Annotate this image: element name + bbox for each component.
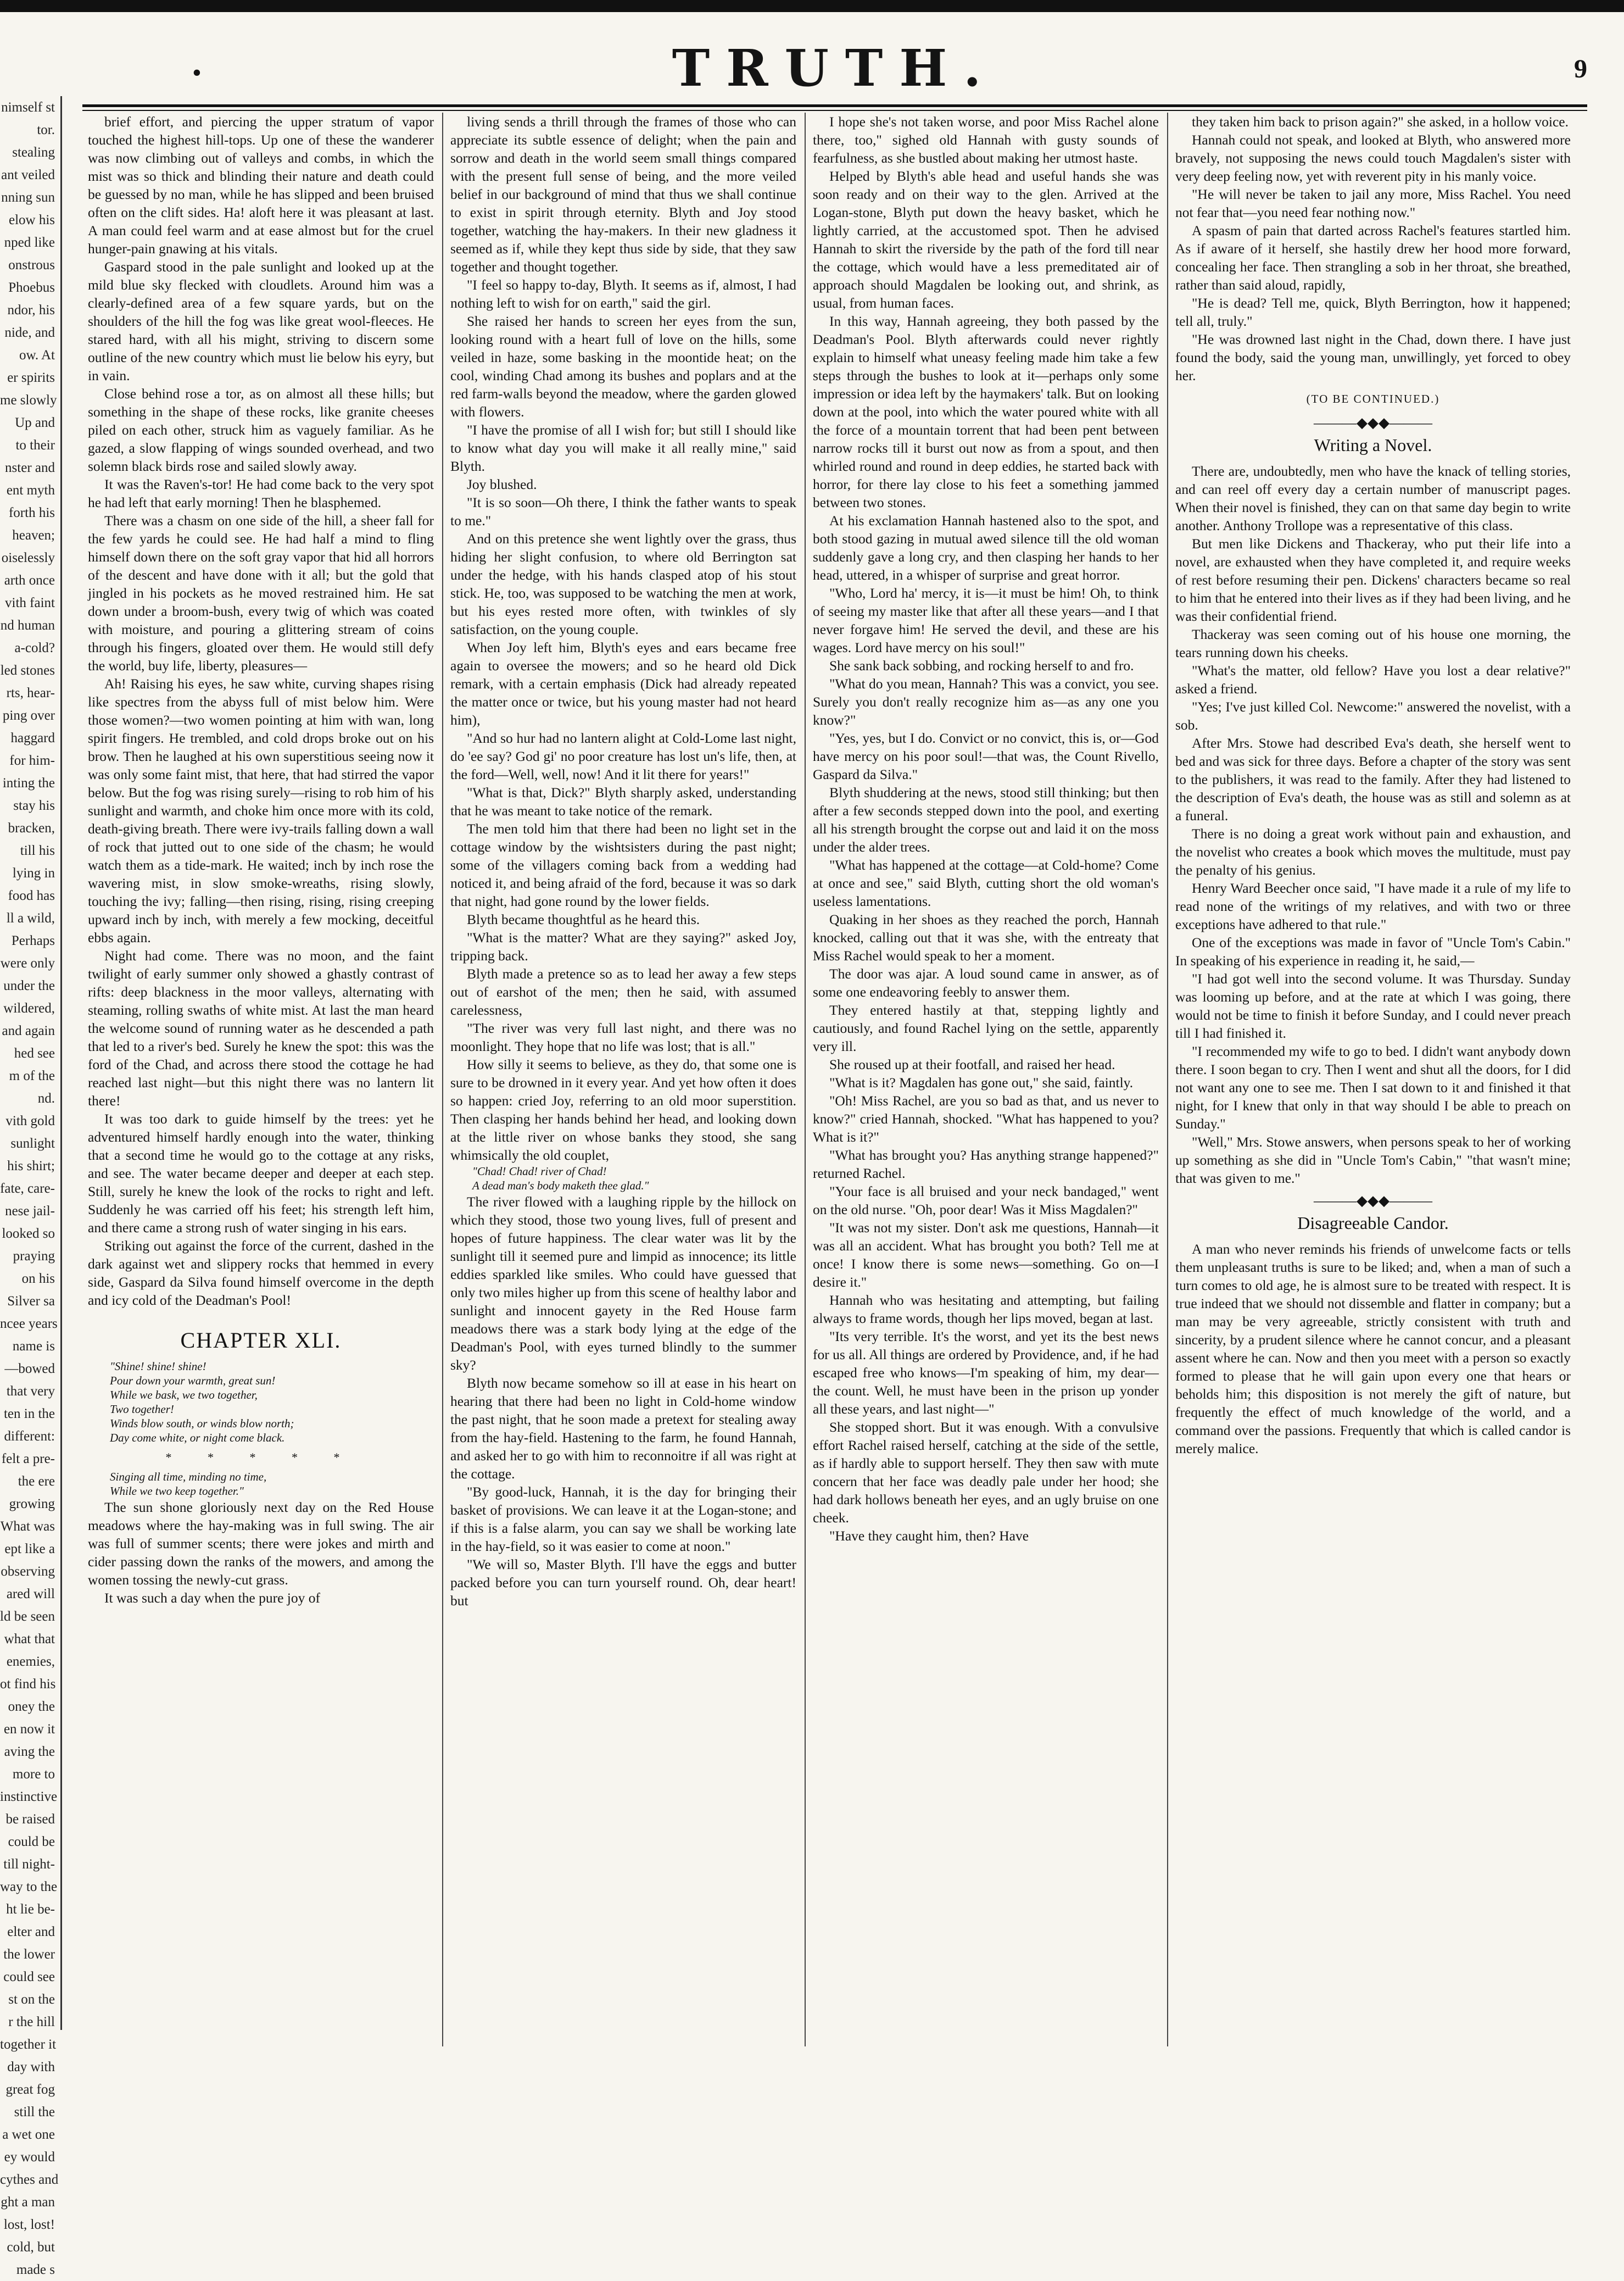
page-number: 9 <box>1574 54 1587 84</box>
stub-line: his shirt; <box>7 1159 55 1173</box>
stub-line: ndor, his <box>7 303 55 318</box>
stub-line: m of the <box>9 1069 55 1083</box>
stub-line: nese jail- <box>5 1204 55 1219</box>
stub-line: different: <box>4 1429 55 1444</box>
stub-line: oney the <box>8 1699 55 1714</box>
header-rule-thin <box>82 110 1587 111</box>
verse-line: While we bask, we two together, <box>110 1388 258 1401</box>
stub-line: ow. At <box>19 348 55 363</box>
stub-line: great fog <box>5 2082 55 2097</box>
stub-line: the lower <box>3 1947 55 1962</box>
paragraph: And on this pretence she went lightly over the grass, thus hiding her slight confusion, to where old Berrington sat under the hedge, with his hands clasped atop of his stout stick. He, too, was supposed to be watching the men at work, but his eyes rested more often, with twinkles of sly satisfaction, on the young couple. <box>450 531 796 637</box>
stub-line: er spirits <box>7 370 55 385</box>
paragraph: "I recommended my wife to go to bed. I didn't want anybody down there. I soon began to cry. Then I went and shut all the doors, for I did not want any one to see me. Then I sat down to it and finished it that night, for I knew that only in that way should I be able to preach on Sunday." <box>1175 1043 1571 1132</box>
paragraph: Quaking in her shoes as they reached the porch, Hannah knocked, calling out that it was she, with the entreaty that Miss Rachel would speak to her a moment. <box>813 911 1159 964</box>
paragraph: Close behind rose a tor, as on almost all these hills; but something in the shape of these rocks, like granite cheeses piled on each other, struck him as vaguely familiar. As he gazed, a slow flapping of wings sounded overhead, and two solemn black birds rose and sailed slowly away. <box>88 386 434 474</box>
stub-line: —bowed <box>4 1361 55 1376</box>
paragraph: "He was drowned last night in the Chad, down there. I have just found the body, said the young man, unwillingly, yet forced to obey her. <box>1175 331 1571 383</box>
paragraph: Hannah could not speak, and looked at Blyth, who answered more bravely, not supposing the news could touch Magdalen's sister with very deep feeling now, yet with reverent pity in his manly voice. <box>1175 132 1571 184</box>
stub-line: under the <box>3 978 55 993</box>
paragraph: There is no doing a great work without pain and exhaustion, and the novelist who creates a book which moves the multitude, must pay the penalty of his genius. <box>1175 826 1571 878</box>
paragraph: She roused up at their footfall, and raised her head. <box>829 1056 1115 1072</box>
stub-line: st on the <box>8 1992 55 2007</box>
verse-line: Pour down your warmth, great sun! <box>110 1374 276 1387</box>
stub-line: ept like a <box>4 1542 55 1556</box>
paragraph: Henry Ward Beecher once said, "I have made it a rule of my life to read none of the writings of my relatives, and with two or three exceptions have adhered to that rule." <box>1175 880 1571 932</box>
paragraph: they taken him back to prison again?" she asked, in a hollow voice. <box>1192 114 1569 130</box>
paragraph: "What is it? Magdalen has gone out," she said, faintly. <box>829 1075 1134 1091</box>
stub-line: lying in <box>12 866 55 881</box>
stub-line: Perhaps <box>11 933 55 948</box>
paragraph: Striking out against the force of the current, dashed in the dark against wet and slippery rocks that hemmed in every side, Gaspard da Silva found himself overcome in the depth and icy cold of the Deadman's Pool! <box>88 1238 434 1308</box>
column-divider <box>805 113 806 2046</box>
stub-line: nide, and <box>4 325 55 340</box>
paragraph: A spasm of pain that darted across Rachel's features startled him. As if aware of it herself, she hastily drew her hood more forward, concealing her face. Then strangling a sob in her throat, she breathed, rather than said aloud, rapidly, <box>1175 222 1571 293</box>
stub-line: ncee years <box>0 1316 58 1331</box>
paragraph: They entered hastily at that, stepping lightly and cautiously, and found Rachel lying on the settle, apparently very ill. <box>813 1002 1159 1054</box>
stub-line: ot find his <box>0 1677 56 1692</box>
stub-line: till his <box>20 843 55 858</box>
stub-line: on his <box>21 1271 55 1286</box>
stub-line: food has <box>8 888 55 903</box>
stub-line: cold, but <box>7 2240 55 2255</box>
paragraph: "I had got well into the second volume. It was Thursday. Sunday was looming up before, and at the rate at which I was going, there would not be time to finish it before Sunday, and I could never preach till I had finished it. <box>1175 971 1571 1041</box>
paragraph: "Your face is all bruised and your neck bandaged," went on the old nurse. "Oh, poor dear! Was it Miss Magdalen?" <box>813 1183 1159 1217</box>
stub-line: praying <box>13 1249 55 1264</box>
stub-line: Up and <box>15 415 55 430</box>
masthead <box>82 38 1587 104</box>
stub-line: lost, lost! <box>3 2217 55 2232</box>
paragraph: "What do you mean, Hannah? This was a convict, you see. Surely you don't really recognize him as—as any one you know?" <box>813 676 1159 728</box>
stub-line: en now it <box>3 1722 55 1737</box>
section-title-disagreeable-candor: Disagreeable Candor. <box>1297 1213 1449 1233</box>
chapter-paragraphs <box>88 1498 434 1607</box>
paragraph: It was the Raven's-tor! He had come back to the very spot he had left that early morning! Then he blasphemed. <box>88 476 434 510</box>
stub-line: ant veiled <box>1 168 55 182</box>
paragraph: How silly it seems to believe, as they do, that some one is sure to be drowned in it every year. And yet how often it does so happen: cried Joy, referring to an old moor superstition. Then clasping her hands behind her head, and looking down at the little river on whose banks they stood, she sang whimsically the old couplet, <box>450 1056 796 1163</box>
paragraph: Gaspard stood in the pale sunlight and looked up at the mild blue sky flecked with cloudlets. Around him was a clearly-defined area of a few square yards, but on the shoulders of the hill the fog was like great wool-fleeces. He stared hard, with all his might, striving to discern some outline of the new country which must lie below his eyry, but in vain. <box>88 259 434 383</box>
paragraph: One of the exceptions was made in favor of "Uncle Tom's Cabin." In speaking of his experience in reading it, he said,— <box>1175 934 1571 969</box>
stub-line: that very <box>6 1384 55 1399</box>
paragraph: Blyth made a pretence so as to lead her away a few steps out of earshot of the men; then he said, with assumed carelessness, <box>450 966 796 1018</box>
masthead-dot: • <box>192 58 202 87</box>
paragraph: "By good-luck, Hannah, it is the day for bringing their basket of provisions. We can leave it at the Logan-stone; and if this is a false alarm, you can say we shall be working late in the hay-field, so it was easier to come at noon." <box>450 1484 796 1554</box>
verse-line: "Shine! shine! shine! <box>110 1360 207 1373</box>
stub-line: Silver sa <box>7 1294 55 1309</box>
paragraph: At his exclamation Hannah hastened also to the spot, and both stood gazing in mutual awed silence till the old woman suddenly gave a long cry, and then clasping her hands to her head, uttered, in a whisper of surprise and great horror. <box>813 513 1159 583</box>
stub-line: elow his <box>8 213 55 227</box>
column-4 <box>1175 113 1571 2046</box>
stub-line: tor. <box>37 123 55 137</box>
paragraph: "What is the matter? What are they saying?" asked Joy, tripping back. <box>450 930 796 964</box>
verse-line: Day come white, or night come black. <box>110 1431 285 1444</box>
paragraph: Helped by Blyth's able head and useful hands she was soon ready and on their way to the glen. Arrived at the Logan-stone, Blyth put down the heavy basket, which he lightly carried, at the accustomed spot. Then he advised Hannah to skirt the riverside by the path of the ford till near the cottage, which would have a less premeditated air of approach should Magdalen be looking out, and shrink, as usual, from human faces. <box>813 168 1159 311</box>
stub-line: inting the <box>2 776 55 791</box>
column-divider <box>442 113 443 2046</box>
stub-line: ey would <box>4 2150 55 2165</box>
stub-line: stay his <box>13 798 55 813</box>
stub-line: instinctive <box>0 1789 58 1804</box>
verse-line: Two together! <box>110 1403 174 1416</box>
paragraph: "Have they caught him, then? Have <box>829 1528 1029 1544</box>
paragraph: The door was ajar. A loud sound came in answer, as of some one endeavoring feebly to answer them. <box>813 966 1159 1000</box>
paragraph: "The river was very full last night, and there was no moonlight. They hope that no life was lost; that is all." <box>450 1020 796 1054</box>
stub-line: wildered, <box>3 1001 55 1016</box>
verse-line: Singing all time, minding no time, <box>110 1470 267 1483</box>
stub-line: way to the <box>0 1879 58 1894</box>
paragraph: She sank back sobbing, and rocking herself to and fro. <box>829 658 1134 674</box>
paragraph: "I feel so happy to-day, Blyth. It seems as if, almost, I had nothing left to wish for on earth," said the girl. <box>450 277 796 311</box>
article-paragraphs <box>1175 1240 1571 1457</box>
paragraph: When Joy left him, Blyth's eyes and ears became free again to oversee the mowers; and so he heard old Dick remark, with a certain emphasis (Dick had already repeated the matter once or twice, but his young master had not heard him), <box>450 639 796 728</box>
stub-line: together it <box>0 2037 57 2052</box>
stub-line: more to <box>12 1767 55 1782</box>
story-paragraphs <box>450 113 796 1164</box>
paragraph: "Yes; I've just killed Col. Newcome:" answered the novelist, with a sob. <box>1175 699 1571 733</box>
paragraph: "It was not my sister. Don't ask me questions, Hannah—it was all an accident. What has brought you both? Tell me at once! I know there is some news—something. Go on—I desire it." <box>813 1220 1159 1290</box>
paragraph: "Who, Lord ha' mercy, it is—it must be him! Oh, to think of seeing my master like that after all these years—and I that never forgave him! He served the devil, and these are his wages. Lord have mercy on his soul!" <box>813 585 1159 655</box>
story-paragraphs <box>450 1193 796 1610</box>
stub-line: ent myth <box>6 483 55 498</box>
stub-line: ared will <box>6 1587 55 1601</box>
stub-line: What was <box>0 1519 55 1534</box>
paragraph: She stopped short. But it was enough. With a convulsive effort Rachel raised herself, catching at the side of the settle, as if hardly able to support herself. They then saw with mute concern that her face was deadly pale under her hood; she had dark hollows beneath her eyes, and an ugly bruise on one cheek. <box>813 1419 1159 1526</box>
paragraph: "We will so, Master Blyth. I'll have the eggs and butter packed before you can turn yourself round. Oh, dear heart! but <box>450 1556 796 1609</box>
stub-line: ten in the <box>3 1406 55 1421</box>
stub-line: looked so <box>2 1226 55 1241</box>
epigraph-stars: * * * * * <box>165 1450 356 1464</box>
stub-line: observing <box>1 1564 55 1579</box>
column-1 <box>88 113 434 2046</box>
stub-line: oiselessly <box>1 550 55 565</box>
paragraph: "He will never be taken to jail any more, Miss Rachel. You need not fear that—you need fear nothing now." <box>1175 186 1571 220</box>
stub-line: fate, care- <box>0 1181 55 1196</box>
paragraph: But men like Dickens and Thackeray, who put their life into a novel, are exhausted when they have completed it, and require weeks of rest before resuming their pen. Dickens' characters became so real to him that he entered into their lives as if they had been living, and he was their confidential friend. <box>1175 536 1571 624</box>
paragraph: In this way, Hannah agreeing, they both passed by the Deadman's Pool. Blyth afterwards could never rightly explain to himself what uneasy feeling made him take a few steps through the bushes to look at it—perhaps only some impression or idea left by the haymakers' talk. But on looking down at the pool, into which the water poured white with all the force of a mountain torrent that had been pent between narrow rocks till it burst out now as from a spout, and then whirled round and round in deep eddies, he started back with horror, for there lay close to his feet a something jammed between two stones. <box>813 313 1159 510</box>
section-ornament: ———◆◆◆——— <box>1314 415 1432 431</box>
stub-line: nning sun <box>1 190 55 205</box>
story-paragraphs <box>1175 113 1571 385</box>
paragraph: Ah! Raising his eyes, he saw white, curving shapes rising like spectres from the abyss full of mist below him. Were those women?—two women pointing at him with wan, long spirit fingers. He trembled, and cold drops broke out on his brow. Then he laughed at his own superstitious seeing now it was only some faint mist, that here, that had stirred the vapor below. But the fog was rising surely—rising to rob him of his sunlight and warmth, and choke him once more with its cold, death-giving breath. There were ivy-trails falling down a wall of rock that jutted out to one side of the chasm; he would watch them as a tide-mark. He waited; inch by inch rose the wavering mist, in slow smoke-wreaths, rising slowly, touching the ivy; falling—then rising, rising, rising creeping upward inch by inch, with merely a few mocking, deceitful ebbs again. <box>88 676 434 945</box>
header-rule <box>82 104 1587 107</box>
paragraph: Night had come. There was no moon, and the faint twilight of early summer only showed a ghastly contrast of rifts: deep blackness in the moor valleys, alternating with steaming, rolling swaths of white mist. At last the man heard the welcome sound of running water as he descended a path that led to a river's bed. Surely he knew the spot: this was the ford of the Chad, and across there stood the cottage he had reached last night—but this night there was no lantern lit there! <box>88 948 434 1109</box>
verse-line: "Chad! Chad! river of Chad! <box>472 1165 607 1178</box>
stub-line: nped like <box>4 235 55 250</box>
stub-line: to their <box>15 438 55 453</box>
stub-line: nd. <box>37 1091 55 1106</box>
paragraph: The men told him that there had been no light set in the cottage window by the wishtsisters during the past night; some of the villagers coming back from a wedding had noticed it, and being afraid of the ford, because it was so dark that night, had gone round by the lower fields. <box>450 821 796 909</box>
stub-line: vith gold <box>5 1114 55 1128</box>
paragraph: It was too dark to guide himself by the trees: yet he adventured himself hardly enough into the water, thinking that a second time he would go to the cottage at any risks, and see. The water became deeper and deeper at each step. Still, surely he knew the look of the rocks to right and left. Suddenly he was carried off his feet; his strength left him, and there came a strong rush of water singing in his ears. <box>88 1111 434 1236</box>
stub-line: aving the <box>4 1744 55 1759</box>
stub-line: bracken, <box>8 821 55 836</box>
paragraph: "It is so soon—Oh there, I think the father wants to speak to me." <box>450 494 796 528</box>
paragraph: "What is that, Dick?" Blyth sharply asked, understanding that he was meant to take notice of the remark. <box>450 785 796 819</box>
paragraph: Joy blushed. <box>467 476 537 492</box>
paragraph: Blyth now became somehow so ill at ease in his heart on hearing that there had been no light in Cold-home window the past night, that he soon made a pretext for stealing away from the hay-field. Hastening to the farm, he found Hannah, and asked her to go with him to reconnoitre if all was right at the cottage. <box>450 1375 796 1482</box>
chapter-epigraph-end <box>110 1470 434 1498</box>
paragraph: The sun shone gloriously next day on the Red House meadows where the hay-making was in full swing. The air was full of summer scents; there were jokes and mirth and cider passing down the ranks of the mowers, and among the women tossing the newly-cut grass. <box>88 1499 434 1588</box>
stub-line: felt a pre- <box>1 1451 55 1466</box>
stub-line: arth once <box>4 573 55 588</box>
paragraph: I hope she's not taken worse, and poor Miss Rachel alone there, too," sighed old Hannah with gusty sounds of fearfulness, as she bustled about making her utmost haste. <box>813 114 1159 166</box>
paragraph: There are, undoubtedly, men who have the knack of telling stories, and can reel off every day a certain number of manuscript pages. When their novel is finished, they can on that same day begin to write another. Anthony Trollope was a representative of this class. <box>1175 463 1571 533</box>
stub-line: heaven; <box>12 528 55 543</box>
paragraph: "And so hur had no lantern alight at Cold-Lome last night, do 'ee say? God gi' no poor creature has lost un's life, then, at the ford—Well, well, now! And it lit there for years!" <box>450 730 796 782</box>
to-be-continued: (TO BE CONTINUED.) <box>1306 392 1440 405</box>
stub-line: onstrous <box>8 258 55 272</box>
chapter-heading: CHAPTER XLI. <box>180 1328 342 1353</box>
stub-line: for him- <box>9 753 55 768</box>
stub-line: ld be seen <box>0 1609 55 1624</box>
stub-line: could be <box>8 1834 55 1849</box>
previous-page-stub <box>0 96 59 2277</box>
article-paragraphs <box>1175 462 1571 1187</box>
stub-line: be raised <box>5 1812 55 1827</box>
paragraph: "He is dead? Tell me, quick, Blyth Berrington, how it happened; tell all, truly." <box>1175 295 1571 329</box>
stub-line: nster and <box>5 460 55 475</box>
stub-line: were only <box>0 956 55 971</box>
stub-line: nd human <box>0 618 55 633</box>
paragraph: A man who never reminds his friends of unwelcome facts or tells them unpleasant truths is sure to be liked; and, when a man of such a turn comes to old age, he is almost sure to be treated with respect. It is true indeed that we should not dissemble and flatter in company; but a man may be very agreeable, strictly consistent with truth and sincerity, by a prudent silence where he cannot concur, and a pleasant assent where he can. Now and then you meet with a person so exactly formed to please that he will gain upon every one that hears or beholds him; this disposition is not merely the gift of nature, but frequently the effect of much knowledge of the world, and a command over the passions. Frequently that which is called candor is merely malice. <box>1175 1241 1571 1456</box>
stub-line: led stones <box>0 663 55 678</box>
river-couplet <box>472 1164 796 1193</box>
paragraph: "Yes, yes, but I do. Convict or no convict, this is, or—God have mercy on his poor soul!—that was, the Count Rivello, Gaspard da Silva." <box>813 730 1159 782</box>
paragraph: "Its very terrible. It's the worst, and yet its the best news for us all. All things are ordered by Providence, and, if he had escaped free who knows—I'm speaking of him, my dear—the count. Well, he must have been in the prison up yonder all these years, and last night—" <box>813 1328 1159 1417</box>
stub-line: ll a wild, <box>6 911 55 926</box>
stub-line: till night- <box>3 1857 55 1872</box>
stub-line: forth his <box>8 505 55 520</box>
paragraph: There was a chasm on one side of the hill, a sheer fall for the few yards he could see. He had half a mind to fling himself down there on the soft gray vapor that hid all horrors of the descent and have done with it all; but the gold that jingled in his pockets as he moved restrained him. He sat down under a broom-bush, every twig of which was coated with moisture, and pouring a glittering stream of coins through his fingers, gloated over them. He would still defy the world, buy life, liberty, pleasures— <box>88 513 434 674</box>
stub-line: haggard <box>10 731 55 746</box>
paragraph: Blyth shuddering at the news, stood still thinking; but then after a few seconds stepped down into the pool, and exerting all his strength brought the corpse out and laid it on the moss under the alder trees. <box>813 785 1159 855</box>
paragraph: It was such a day when the pure joy of <box>104 1590 321 1606</box>
paragraph: She raised her hands to screen her eyes from the sun, looking round with a heart full of love on the hills, some veiled in haze, some basking in the moontide heat; on the cool, winding Chad among its bushes and poplars and at the red farm-walls beyond the meadow, where the garden glowed with flowers. <box>450 313 796 420</box>
stub-divider <box>60 96 62 2030</box>
column-3 <box>813 113 1159 2046</box>
stub-line: vith faint <box>5 596 55 610</box>
paragraph: "I have the promise of all I wish for; but still I should like to know what day you will make it all really mine," said Blyth. <box>450 422 796 474</box>
paragraph: "What has brought you? Has anything strange happened?" returned Rachel. <box>813 1147 1159 1181</box>
stub-line: Phoebus <box>8 280 55 295</box>
stub-line: cythes and <box>0 2172 59 2187</box>
column-2 <box>450 113 796 2046</box>
paragraph: "What's the matter, old fellow? Have you lost a dear relative?" asked a friend. <box>1175 663 1571 697</box>
stub-line: the ere <box>18 1474 55 1489</box>
stub-line: elter and <box>7 1924 55 1939</box>
stub-line: still the <box>14 2105 55 2119</box>
stub-line: rts, hear- <box>6 686 55 700</box>
stub-line: stealing <box>12 145 55 160</box>
stub-line: could see <box>3 1970 55 1984</box>
story-paragraphs <box>88 113 434 1309</box>
paragraph: Blyth became thoughtful as he heard this. <box>467 911 700 927</box>
column-divider <box>1167 113 1168 2046</box>
stub-line: sunlight <box>10 1136 55 1151</box>
paragraph: "Oh! Miss Rachel, are you so bad as that, and us never to know?" cried Hannah, shocked. "What has happened to you? What is it?" <box>813 1093 1159 1145</box>
paragraph: brief effort, and piercing the upper stratum of vapor touched the highest hill-tops. Up one of these the wanderer was now climbing out of valleys and combs, in which the mist was so thick and blinding their nature and death could be guessed by no man, while he has slipped and been bruised often on the clift sides. Ha! aloft here it was pleasant at last. A man could feel warm and at ease almost but for the cruel hunger-pain gnawing at his vitals. <box>88 114 434 257</box>
paragraph: The river flowed with a laughing ripple by the hillock on which they stood, those two young lives, full of present and hopes of future happiness. The clear water was lit by the sunlight till it seemed pure and limpid as innocence; its little eddies sparkled like smiles. Who could have guessed that only two miles higher up from this scene of healthy labor and sunlight and innocent gayety in the Red House farm meadows there was a stark body lying at the edge of the Deadman's Pool, with eyes turned blindly to the summer sky? <box>450 1194 796 1373</box>
paragraph: Hannah who was hesitating and attempting, but failing always to frame words, though her lips moved, began at last. <box>813 1292 1159 1326</box>
stub-line: a wet one <box>2 2127 55 2142</box>
verse-line: Winds blow south, or winds blow north; <box>110 1417 294 1430</box>
stub-line: hed see <box>14 1046 55 1061</box>
stub-line: ht lie be- <box>6 1902 55 1917</box>
stub-line: r the hill <box>8 2015 55 2029</box>
chapter-epigraph <box>110 1359 434 1445</box>
stub-line: and again <box>2 1023 55 1038</box>
stub-line: me slowly <box>0 393 57 408</box>
stub-line: growing <box>9 1496 55 1511</box>
verse-line: A dead man's body maketh thee glad." <box>472 1179 649 1192</box>
stub-line: made s <box>16 2262 55 2277</box>
stub-line: day with <box>7 2060 55 2074</box>
paragraph: After Mrs. Stowe had described Eva's death, she herself went to bed and was sick for three days. Before a chapter of the story was sent to the publishers, it was read to the family. After they had listened to the description of Eva's death, the house was as still and solemn as at a funeral. <box>1175 735 1571 824</box>
section-ornament: ———◆◆◆——— <box>1314 1193 1432 1209</box>
stub-line: name is <box>12 1339 55 1354</box>
top-rule <box>0 0 1624 12</box>
paragraph: living sends a thrill through the frames of those who can appreciate its subtle essence of delight; when the pain and sorrow and death in the world seem small things compared with the present full sense of being, and the more veiled belief in our background of mind that thus we shall continue to exist in spirit through eternity. Blyth and Joy stood together, watching the hay-makers. In their new gladness it seemed as if, while they kept thus side by side, that they saw together and thought together. <box>450 114 796 275</box>
stub-line: a-cold? <box>14 641 55 655</box>
stub-line: enemies, <box>6 1654 55 1669</box>
section-title-writing-a-novel: Writing a Novel. <box>1314 435 1432 455</box>
paragraph: Thackeray was seen coming out of his house one morning, the tears running down his cheeks. <box>1175 626 1571 660</box>
paragraph: "Well," Mrs. Stowe answers, when persons speak to her of working up something as she did in "Uncle Tom's Cabin," "that wasn't mine; that was given to me." <box>1175 1134 1571 1186</box>
paragraph: "What has happened at the cottage—at Cold-home? Come at once and see," said Blyth, cutting short the old woman's useless lamentations. <box>813 857 1159 909</box>
story-paragraphs <box>813 113 1159 1545</box>
stub-line: nimself st <box>1 100 55 115</box>
verse-line: While we two keep together." <box>110 1484 244 1498</box>
stub-line: ght a man <box>1 2195 55 2210</box>
page-title: TRUTH. <box>672 38 998 98</box>
stub-line: what that <box>4 1632 55 1646</box>
stub-line: ping over <box>2 708 55 723</box>
